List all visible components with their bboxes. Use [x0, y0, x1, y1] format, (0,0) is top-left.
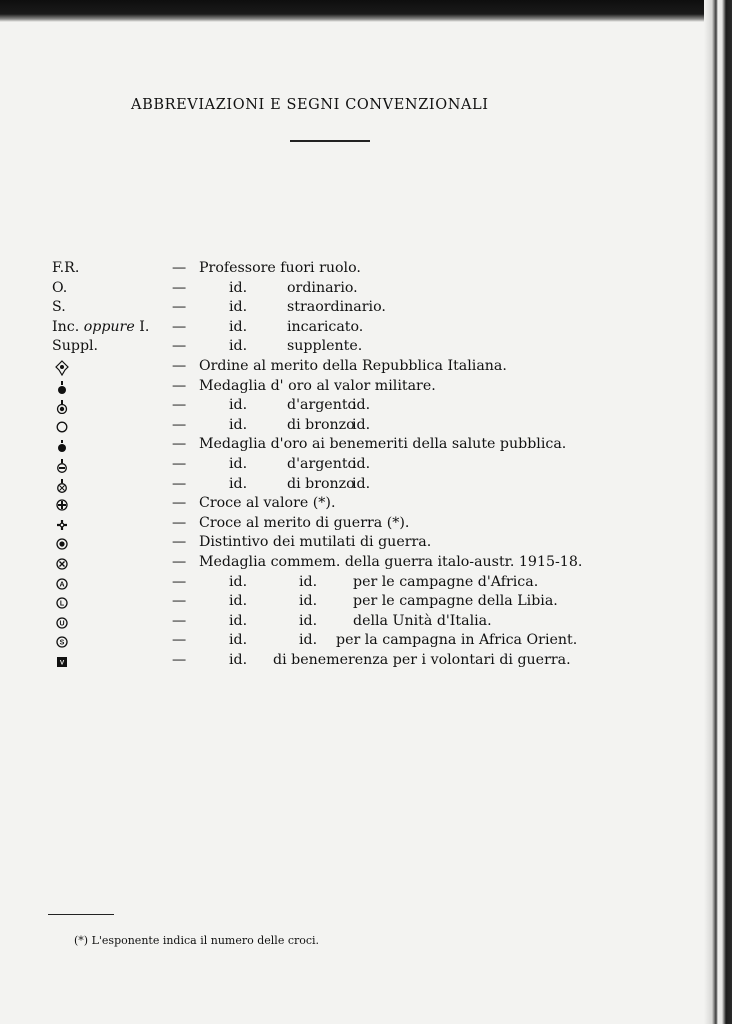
title-divider: [290, 140, 370, 142]
svg-text:V: V: [59, 659, 65, 667]
ditto-marker: id.: [229, 318, 248, 335]
svg-text:S: S: [59, 639, 65, 647]
ditto-marker: id.: [299, 632, 318, 649]
description: per le campagne della Libia.: [353, 593, 558, 610]
gold-medal-health-icon: [55, 439, 69, 453]
silver-medal-health-icon: [55, 459, 69, 473]
dash: —: [172, 475, 187, 492]
description: Croce al merito di guerra (*).: [199, 514, 410, 531]
description: per le campagne d'Africa.: [353, 573, 539, 590]
description: Medaglia d' oro al valor militare.: [199, 377, 436, 394]
medal-africa-campaign-icon: [55, 577, 69, 591]
medal-volunteers-icon: [55, 655, 69, 669]
list-item: [52, 260, 672, 280]
dash: —: [172, 593, 187, 610]
silver-medal-valor-icon: [55, 400, 69, 414]
list-item: [52, 534, 672, 554]
ditto-marker: id.: [229, 651, 248, 668]
commemorative-medal-war-icon: [55, 557, 69, 571]
list-item: [52, 652, 672, 672]
dash: —: [172, 534, 187, 551]
list-item: [52, 593, 672, 613]
list-item: [52, 280, 672, 300]
page-title: ABBREVIAZIONI E SEGNI CONVENZIONALI: [131, 97, 489, 113]
dash: —: [172, 495, 187, 512]
list-item: [52, 417, 672, 437]
ditto-marker: id.: [229, 612, 248, 629]
abbreviation-part: I.: [134, 318, 150, 335]
ditto-marker: id.: [352, 416, 371, 433]
ditto-marker: id.: [229, 593, 248, 610]
list-item: [52, 358, 672, 378]
abbreviation: Suppl.: [52, 338, 99, 355]
description: Distintivo dei mutilati di guerra.: [199, 534, 432, 551]
ditto-marker: id.: [352, 455, 371, 472]
list-item: [52, 397, 672, 417]
list-item: [52, 456, 672, 476]
ditto-marker: id.: [229, 299, 248, 316]
abbreviation-italic: oppure: [83, 318, 135, 335]
dash: —: [172, 299, 187, 316]
description: Croce al valore (*).: [199, 495, 336, 512]
list-item: [52, 632, 672, 652]
ditto-marker: id.: [229, 338, 248, 355]
dash: —: [172, 436, 187, 453]
cross-valor-icon: [55, 498, 69, 512]
list-item: [52, 613, 672, 633]
abbreviation: [52, 319, 149, 335]
abbreviation-part: Inc.: [52, 318, 84, 335]
description: di bronzo: [287, 475, 355, 492]
dash: —: [172, 397, 187, 414]
svg-text:L: L: [59, 600, 65, 608]
list-item: [52, 515, 672, 535]
dash: —: [172, 651, 187, 668]
dash: —: [172, 318, 187, 335]
footnote-divider: [48, 914, 114, 915]
list-item: [52, 495, 672, 515]
ditto-marker: id.: [299, 593, 318, 610]
description: di bronzo: [287, 416, 355, 433]
list-item: [52, 319, 672, 339]
description: per la campagna in Africa Orient.: [336, 632, 578, 649]
war-mutilated-badge-icon: [55, 537, 69, 551]
abbreviation: F.R.: [52, 260, 80, 276]
dash: —: [172, 338, 187, 355]
abbreviation: O.: [52, 279, 68, 296]
ditto-marker: id.: [229, 397, 248, 414]
page-binding-edge: [704, 0, 732, 1024]
ditto-marker: id.: [352, 475, 371, 492]
ditto-marker: id.: [229, 416, 248, 433]
dash: —: [172, 279, 187, 296]
description: della Unità d'Italia.: [353, 612, 492, 629]
ditto-marker: id.: [299, 612, 318, 629]
description: supplente.: [287, 338, 363, 355]
dash: —: [172, 416, 187, 433]
description: incaricato.: [287, 318, 364, 335]
dash: —: [172, 260, 187, 276]
dash: —: [172, 377, 187, 394]
gold-medal-valor-icon: [55, 381, 69, 395]
ditto-marker: id.: [299, 573, 318, 590]
list-item: [52, 338, 672, 358]
bronze-medal-valor-icon: [55, 420, 69, 434]
svg-text:U: U: [59, 620, 65, 628]
description: d'argento: [287, 397, 357, 414]
dash: —: [172, 632, 187, 649]
list-item: [52, 554, 672, 574]
svg-text:A: A: [59, 581, 65, 589]
description: Professore fuori ruolo.: [199, 260, 361, 276]
list-item: [52, 574, 672, 594]
abbreviation: S.: [52, 299, 66, 316]
order-merit-cross-icon: [55, 361, 69, 375]
medal-unity-italy-icon: [55, 616, 69, 630]
war-merit-cross-icon: [55, 518, 69, 532]
list-item: [52, 476, 672, 496]
dash: —: [172, 553, 187, 570]
bronze-medal-health-icon: [55, 479, 69, 493]
abbreviations-list: [52, 260, 672, 671]
dash: —: [172, 612, 187, 629]
description: di benemerenza per i volontari di guerra.: [273, 651, 571, 668]
ditto-marker: id.: [229, 455, 248, 472]
medal-east-africa-icon: [55, 635, 69, 649]
scan-top-edge: [0, 0, 732, 22]
ditto-marker: id.: [229, 573, 248, 590]
list-item: [52, 378, 672, 398]
dash: —: [172, 573, 187, 590]
ditto-marker: id.: [229, 475, 248, 492]
description: ordinario.: [287, 279, 358, 296]
dash: —: [172, 357, 187, 374]
description: d'argento: [287, 455, 357, 472]
ditto-marker: id.: [352, 397, 371, 414]
description: Medaglia commem. della guerra italo-austr. 1915-18.: [199, 553, 583, 570]
list-item: [52, 299, 672, 319]
footnote: (*) L'esponente indica il numero delle croci.: [74, 934, 320, 947]
medal-libya-campaign-icon: [55, 596, 69, 610]
ditto-marker: id.: [229, 632, 248, 649]
ditto-marker: id.: [229, 279, 248, 296]
description: straordinario.: [287, 299, 386, 316]
description: Medaglia d'oro ai benemeriti della salute pubblica.: [199, 436, 567, 453]
dash: —: [172, 514, 187, 531]
list-item: [52, 436, 672, 456]
description: Ordine al merito della Repubblica Italiana.: [199, 357, 507, 374]
dash: —: [172, 455, 187, 472]
